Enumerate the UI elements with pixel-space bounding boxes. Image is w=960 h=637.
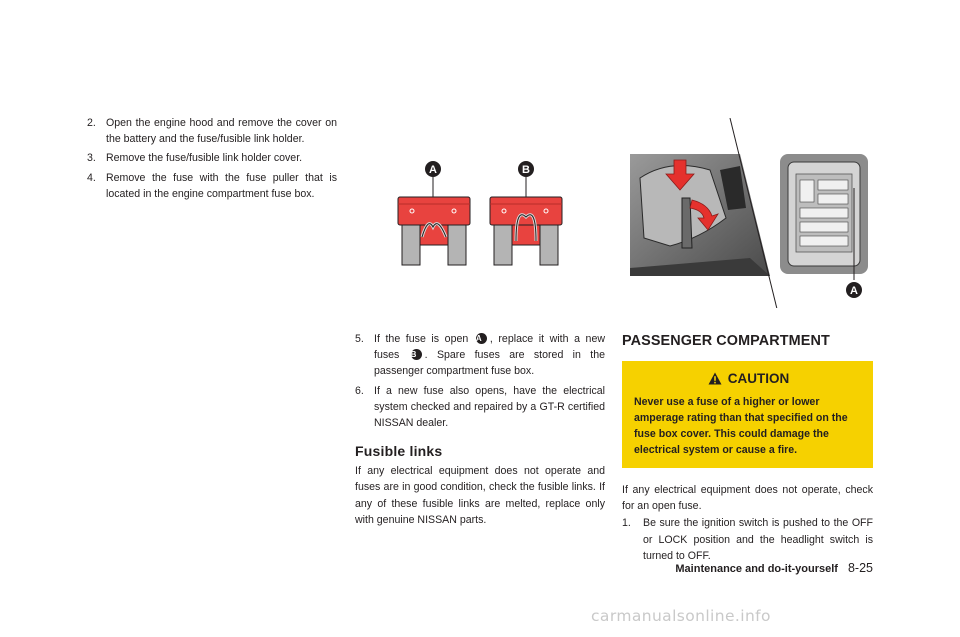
left-column — [87, 115, 337, 205]
page-footer — [675, 561, 873, 575]
callout-b-marker — [518, 161, 534, 177]
caution-text: Never use a fuse of a higher or lower amperage rating than that specified on the fuse box cover. This could damage the electrical system or cause a fire. — [634, 396, 848, 456]
warning-icon — [708, 372, 722, 385]
passenger-intro: If any electrical equipment does not operate, check for an open fuse. — [622, 484, 873, 513]
fuse-box-photo — [780, 154, 868, 274]
caution-box — [622, 361, 873, 468]
step-text: If the fuse is open — [374, 333, 469, 345]
step-text: Be sure the ignition switch is pushed to the OFF or LOCK position and the headlight switch is turned to OFF. — [643, 517, 873, 562]
step-number: 1. — [622, 517, 631, 530]
step-text: , replace it with a new fuses — [374, 333, 605, 362]
step-4 — [87, 170, 337, 202]
passenger-compartment-heading: PASSENGER COMPARTMENT — [622, 333, 830, 349]
watermark: carmanualsonline.info — [591, 607, 771, 625]
middle-column — [355, 331, 605, 528]
callout-b-label: B — [522, 164, 530, 176]
step-number: 5. — [355, 333, 364, 345]
step-text: Open the engine hood and remove the cover on the battery and the fuse/fusible link holder. — [106, 117, 337, 146]
step-6 — [355, 383, 605, 432]
fusible-links-text: If any electrical equipment does not operate and fuses are in good condition, check the fusible links. If any of these fusible links are melted, replace only with genuine NISSAN parts. — [355, 465, 605, 526]
step-text: . Spare fuses are stored in the passenger compartment fuse box. — [374, 349, 605, 378]
step-text: If a new fuse also opens, have the electrical system checked and repaired by a GT-R certified NISSAN dealer. — [374, 384, 605, 430]
fuse-b-graphic — [490, 177, 562, 265]
callout-a-label: A — [429, 164, 437, 176]
kick-panel-photo — [630, 154, 770, 276]
right-column — [622, 333, 873, 567]
callout-a-label: A — [850, 285, 858, 297]
fusible-links-heading: Fusible links — [355, 443, 443, 460]
step-text: Remove the fuse/fusible link holder cover. — [106, 152, 303, 165]
step-3 — [87, 150, 337, 166]
marker-b: B — [411, 349, 422, 360]
caution-header — [634, 371, 863, 386]
step-number: 3. — [87, 152, 96, 165]
step-number: 2. — [87, 117, 96, 129]
step-2 — [87, 115, 337, 147]
caution-title: CAUTION — [727, 371, 790, 386]
compartment-illustration — [630, 118, 870, 308]
step-number: 6. — [355, 384, 364, 397]
marker-a: A — [476, 333, 487, 344]
footer-section-title: Maintenance and do-it-yourself — [675, 563, 838, 575]
fuse-illustration — [390, 155, 590, 273]
step-1 — [622, 515, 873, 564]
step-text: Remove the fuse with the fuse puller that is located in the engine compartment fuse box. — [106, 171, 337, 200]
step-number: 4. — [87, 171, 96, 184]
fuse-a-graphic — [398, 177, 470, 265]
step-5 — [355, 331, 605, 380]
callout-a-marker — [425, 161, 441, 177]
page-number: 8-25 — [847, 561, 873, 575]
callout-a-marker — [846, 282, 862, 298]
